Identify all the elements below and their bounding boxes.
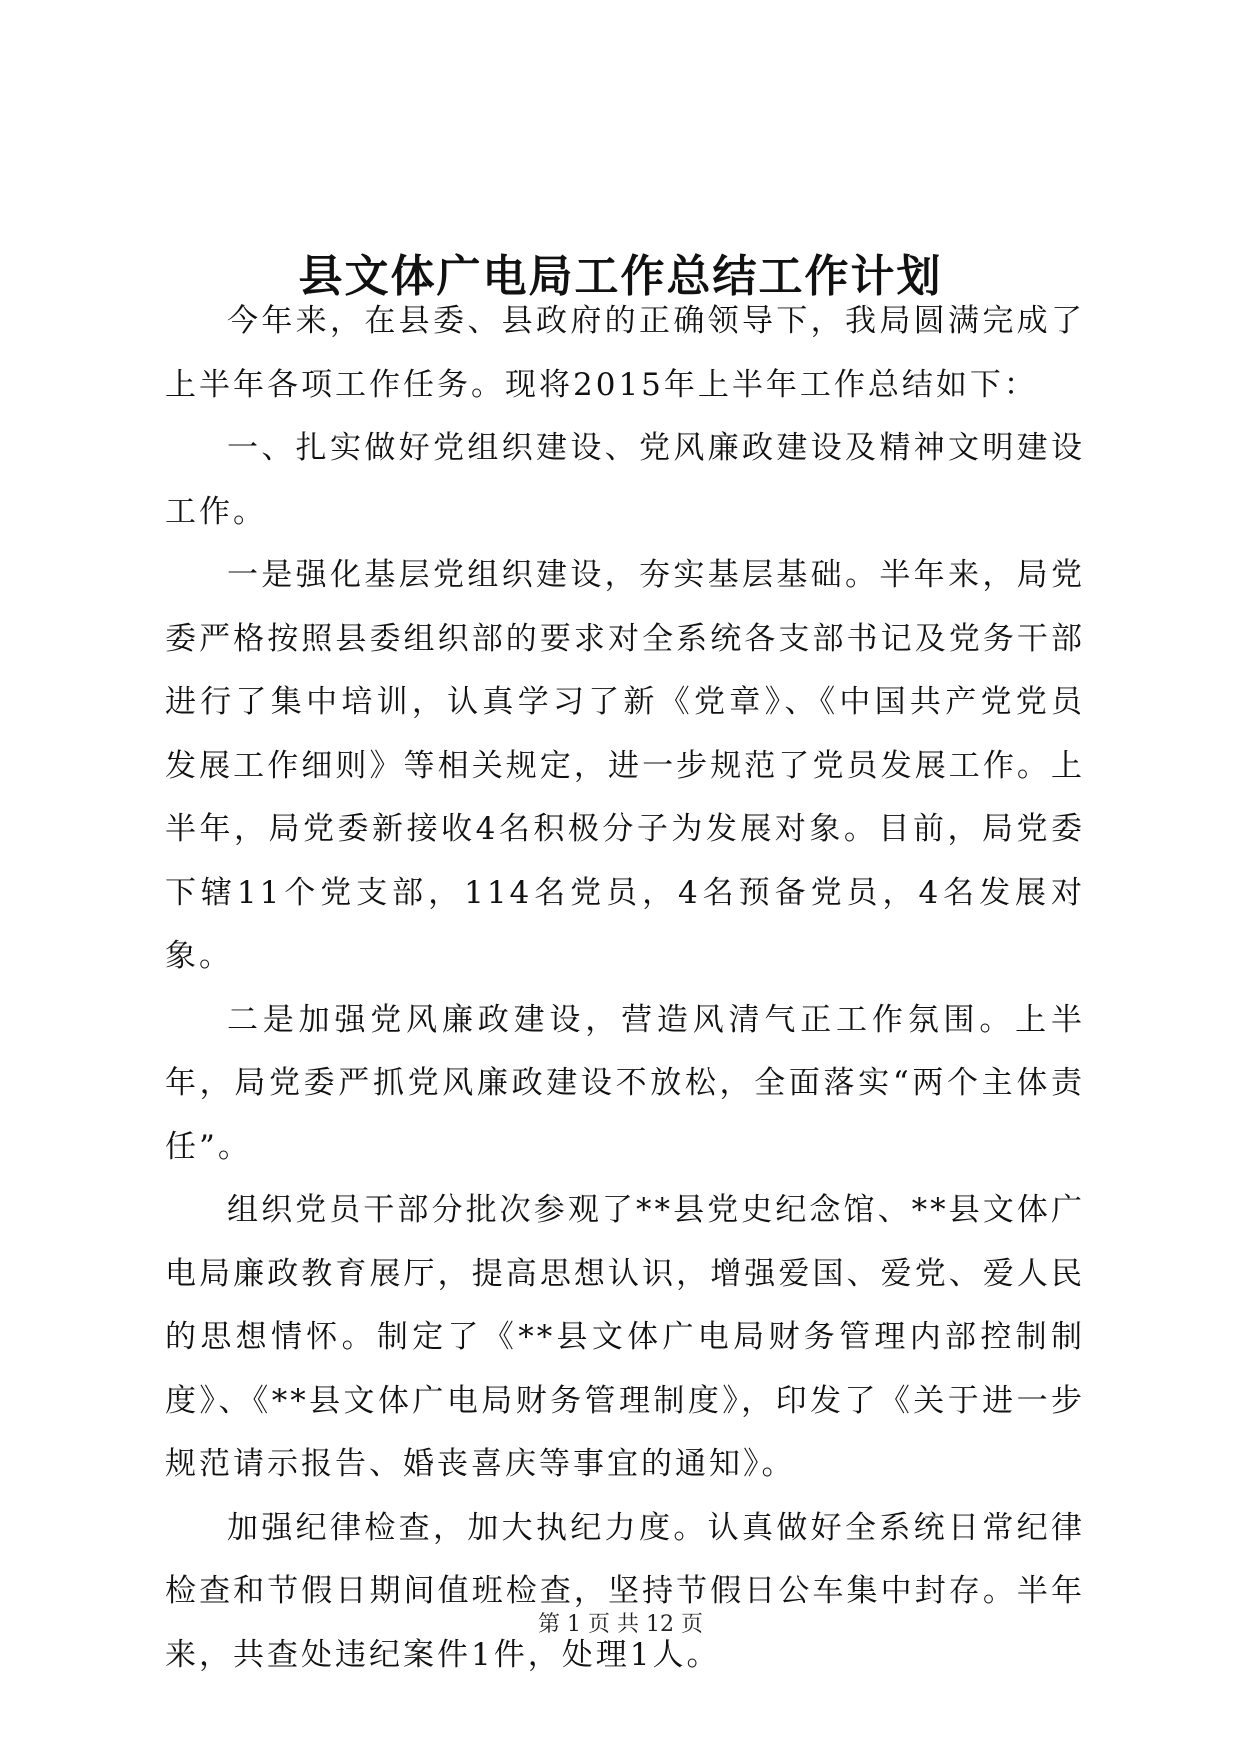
document-title: 县文体广电局工作总结工作计划	[298, 251, 943, 303]
paragraph-section-one-heading: 一、扎实做好党组织建设、党风廉政建设及精神文明建设工作。	[165, 430, 1085, 530]
paragraph-discipline-inspection: 加强纪律检查，加大执纪力度。认真做好全系统日常纪律检查和节假日期间值班检查，坚持节假日公车集中封存。半年来，共查处违纪案件1件，处理1人。	[165, 1509, 1085, 1673]
page-footer: 第 1 页 共 12 页	[538, 1612, 703, 1637]
paragraph-party-organization: 一是强化基层党组织建设，夯实基层基础。半年来，局党委严格按照县委组织部的要求对全系统各支部书记及党务干部进行了集中培训，认真学习了新《党章》、《中国共产党党员发展工作细则》等相关规定，进一步规范了党员发展工作。上半年，局党委新接收4名积极分子为发展对象。目前，局党委下辖11个党支部，114名党员，4名预备党员，4名发展对象。	[165, 557, 1085, 974]
paragraph-intro: 今年来，在县委、县政府的正确领导下，我局圆满完成了上半年各项工作任务。现将2015年上半年工作总结如下：	[165, 303, 1085, 403]
document-body	[165, 290, 1085, 1687]
paragraph-clean-governance: 二是加强党风廉政建设，营造风清气正工作氛围。上半年，局党委严抓党风廉政建设不放松，全面落实“两个主体责任”。	[165, 1001, 1085, 1165]
paragraph-education-visits: 组织党员干部分批次参观了**县党史纪念馆、**县文体广电局廉政教育展厅，提高思想认识，增强爱国、爱党、爱人民的思想情怀。制定了《**县文体广电局财务管理内部控制制度》、《**县文体广电局财务管理制度》，印发了《关于进一步规范请示报告、婚丧喜庆等事宜的通知》。	[165, 1192, 1085, 1482]
